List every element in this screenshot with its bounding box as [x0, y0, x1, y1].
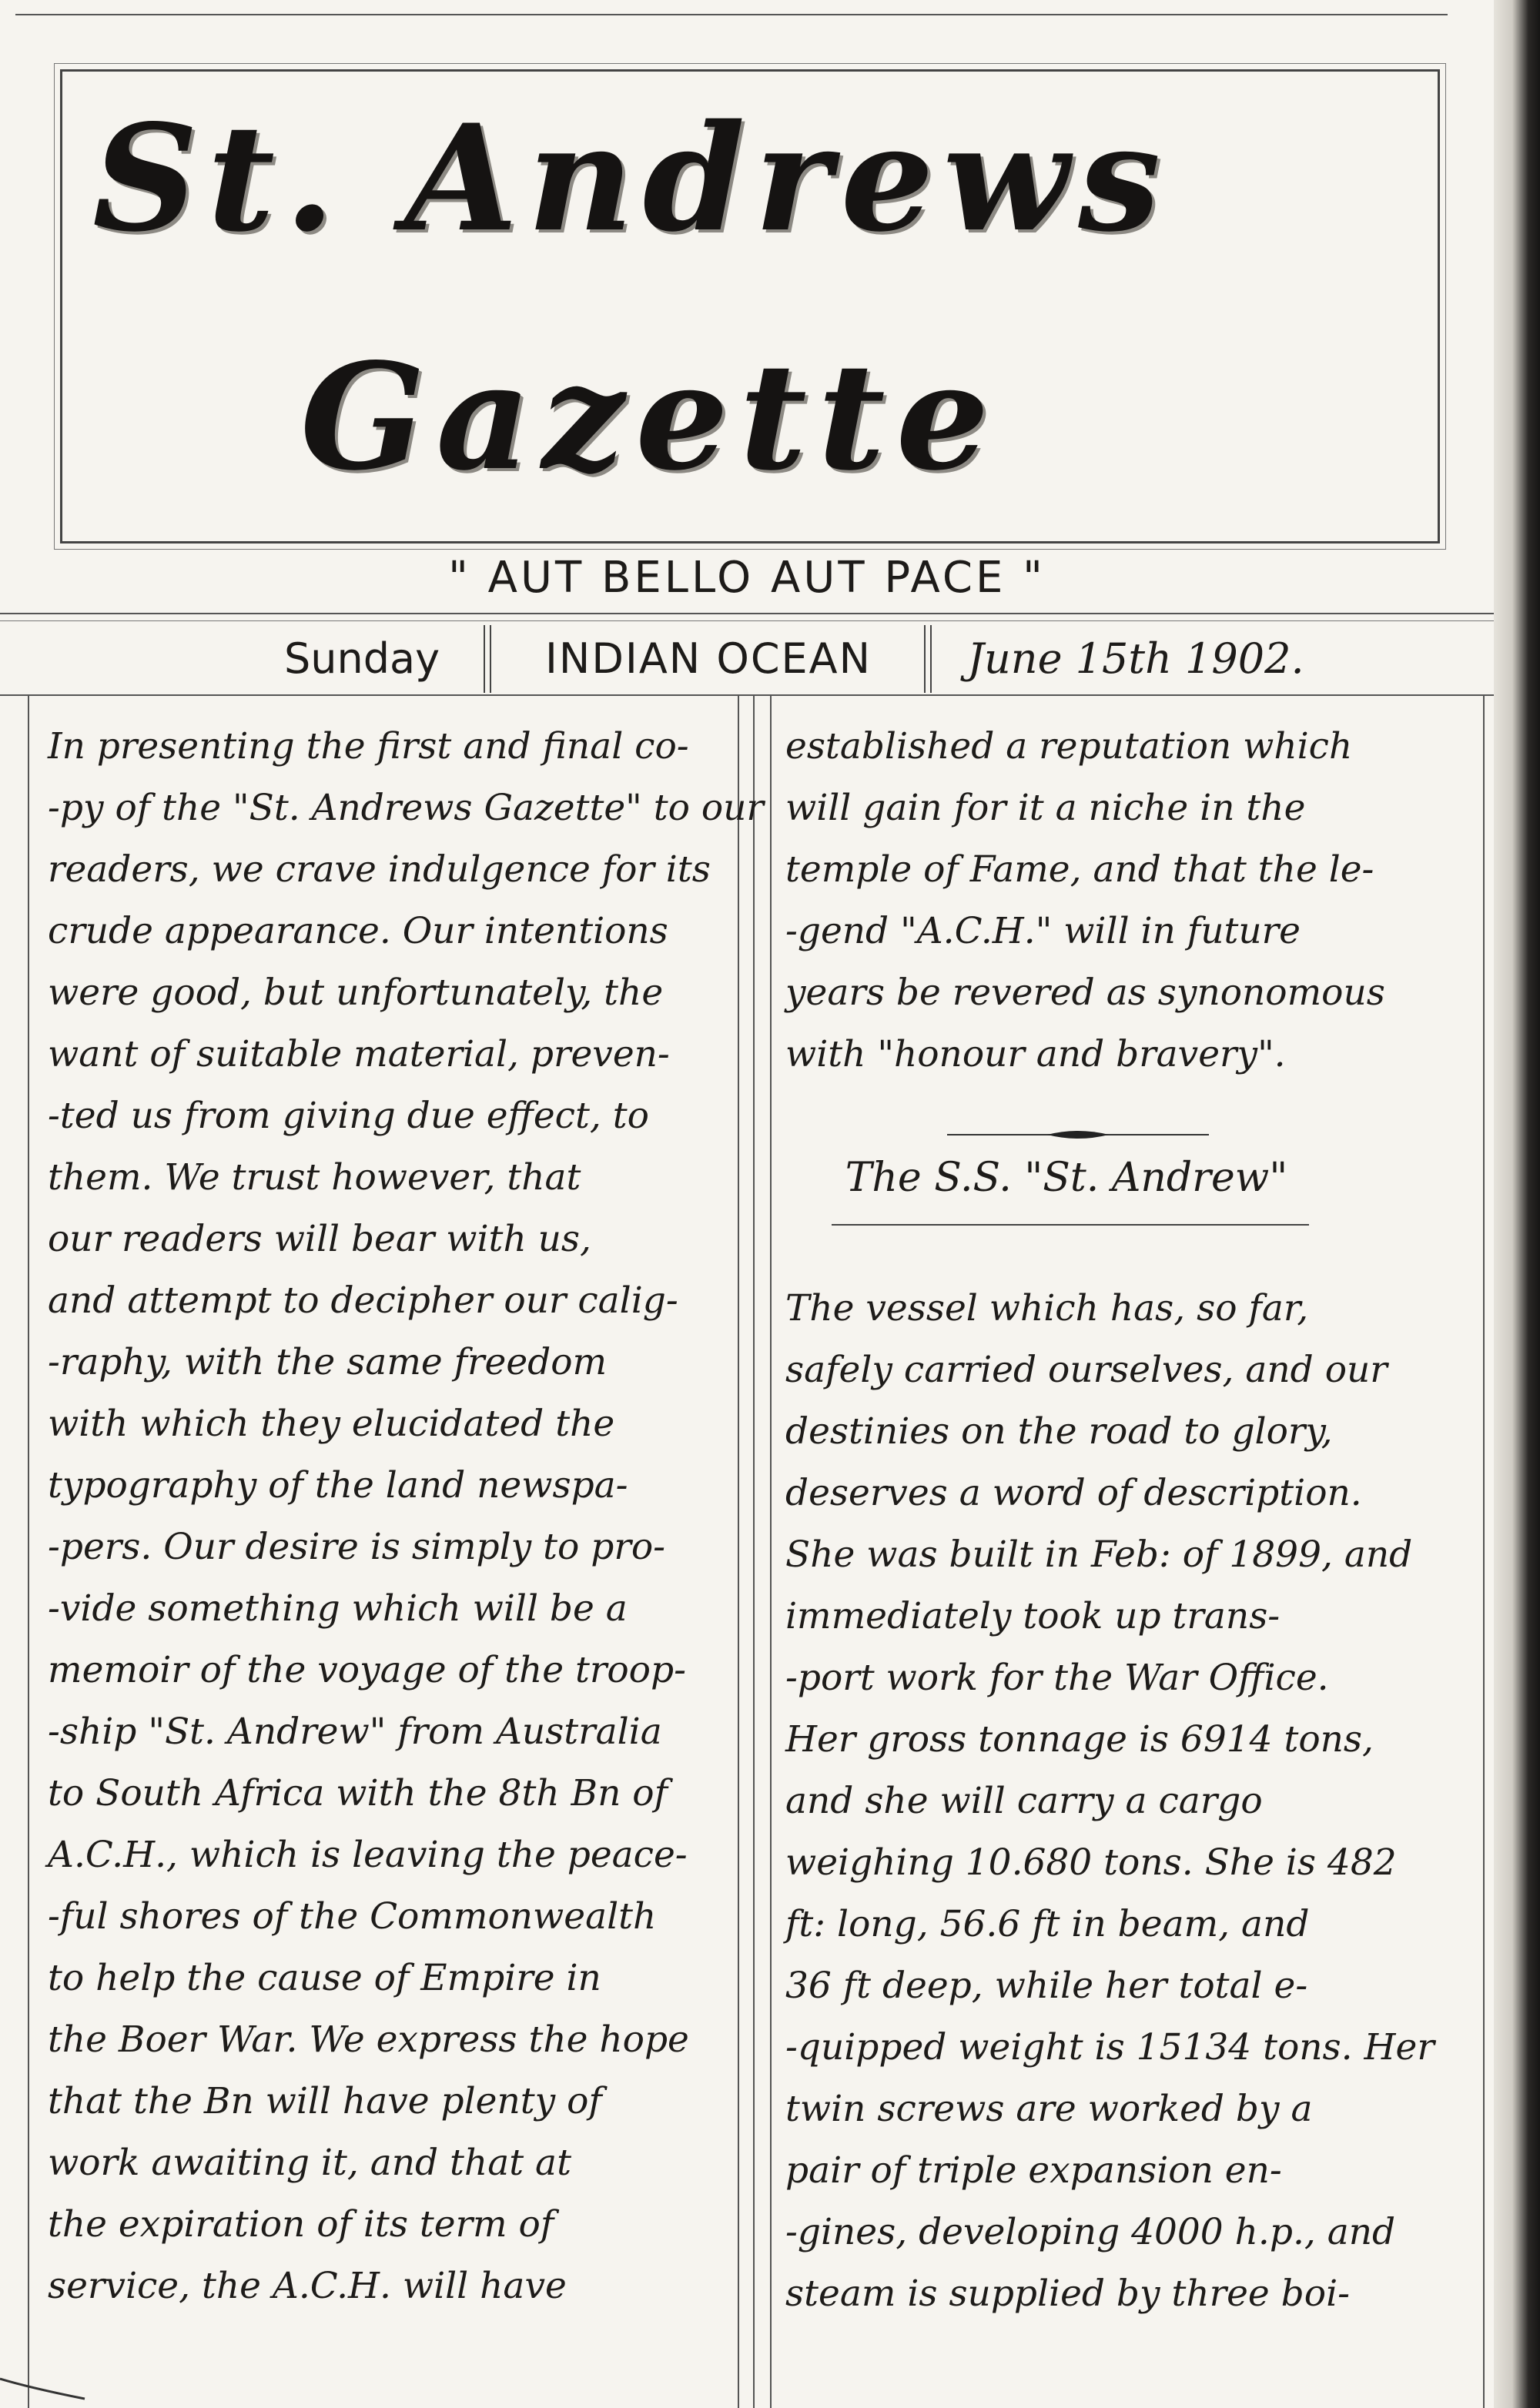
text-line: deserves a word of description.: [785, 1472, 1362, 1514]
dateline-separator: [924, 625, 932, 693]
column-divider: [738, 696, 739, 2408]
text-line: them. We trust however, that: [48, 1156, 581, 1199]
ship-description-article: [785, 1278, 1478, 2325]
page-edge-shadow: [1494, 0, 1540, 2408]
top-border-line: [15, 14, 1448, 15]
text-line: -pers. Our desire is simply to pro-: [48, 1526, 666, 1568]
text-line: -gend "A.C.H." will in future: [785, 910, 1301, 952]
masthead-title-line1: St. Andrews: [92, 92, 1170, 264]
dateline-top-rule-thin: [0, 620, 1494, 621]
right-column-continuation: [785, 716, 1478, 1085]
text-line: immediately took up trans-: [785, 1595, 1281, 1637]
text-line: -quipped weight is 15134 tons. Her: [785, 2026, 1435, 2069]
text-line: pair of triple expansion en-: [785, 2149, 1282, 2192]
text-line: will gain for it a niche in the: [785, 787, 1306, 829]
motto: " AUT BELLO AUT PACE ": [448, 553, 1046, 603]
text-line: weighing 10.680 tons. She is 482: [785, 1841, 1397, 1884]
text-line: work awaiting it, and that at: [48, 2142, 571, 2184]
text-line: -port work for the War Office.: [785, 1657, 1329, 1699]
left-column-article: [48, 716, 764, 2317]
text-line: were good, but unfortunately, the: [48, 972, 664, 1014]
text-line: and she will carry a cargo: [785, 1780, 1263, 1822]
text-line: to South Africa with the 8th Bn of: [48, 1772, 668, 1814]
text-line: The vessel which has, so far,: [785, 1287, 1309, 1329]
text-line: with which they elucidated the: [48, 1403, 615, 1445]
text-line: -gines, developing 4000 h.p., and: [785, 2211, 1396, 2253]
text-line: readers, we crave indulgence for its: [48, 848, 711, 891]
text-line: -raphy, with the same freedom: [48, 1341, 608, 1383]
text-line: that the Bn will have plenty of: [48, 2080, 602, 2122]
text-line: temple of Fame, and that the le-: [785, 848, 1374, 891]
text-line: with "honour and bravery".: [785, 1033, 1286, 1075]
section-heading: The S.S. "St. Andrew": [845, 1155, 1288, 1201]
text-line: typography of the land newspa-: [48, 1464, 628, 1507]
text-line: twin screws are worked by a: [785, 2088, 1313, 2130]
text-line: -ship "St. Andrew" from Australia: [48, 1711, 662, 1753]
text-line: service, the A.C.H. will have: [48, 2265, 567, 2307]
text-line: ft: long, 56.6 ft in beam, and: [785, 1903, 1310, 1945]
text-line: established a reputation which: [785, 725, 1353, 768]
dateline-bottom-rule: [0, 694, 1494, 696]
corner-ink-mark: [0, 2371, 92, 2402]
text-line: the expiration of its term of: [48, 2203, 554, 2246]
text-line: destinies on the road to glory,: [785, 1410, 1333, 1453]
text-line: -vide something which will be a: [48, 1587, 628, 1630]
section-heading-underline: [832, 1224, 1309, 1226]
text-line: crude appearance. Our intentions: [48, 910, 668, 952]
dateline-top-rule: [0, 613, 1494, 614]
text-line: to help the cause of Empire in: [48, 1957, 601, 1999]
ornamental-divider: [947, 1129, 1209, 1141]
dateline-separator: [484, 625, 491, 693]
text-line: safely carried ourselves, and our: [785, 1349, 1388, 1391]
text-line: 36 ft deep, while her total e-: [785, 1965, 1308, 2007]
text-line: our readers will bear with us,: [48, 1218, 591, 1260]
text-line: In presenting the first and final co-: [48, 725, 689, 768]
text-line: years be revered as synonomous: [785, 972, 1385, 1014]
column-divider: [770, 696, 772, 2408]
left-margin-rule: [28, 696, 29, 2408]
text-line: steam is supplied by three boi-: [785, 2273, 1350, 2315]
text-line: Her gross tonnage is 6914 tons,: [785, 1718, 1374, 1761]
text-line: memoir of the voyage of the troop-: [48, 1649, 686, 1691]
dateline-place: INDIAN OCEAN: [545, 634, 872, 683]
text-line: -py of the "St. Andrews Gazette" to our: [48, 787, 764, 829]
text-line: and attempt to decipher our calig-: [48, 1279, 678, 1322]
text-line: -ted us from giving due effect, to: [48, 1095, 649, 1137]
dateline: [0, 625, 1494, 694]
column-divider: [753, 696, 755, 2408]
text-line: want of suitable material, preven-: [48, 1033, 670, 1075]
dateline-date: June 15th 1902.: [967, 634, 1304, 683]
text-line: She was built in Feb: of 1899, and: [785, 1533, 1413, 1576]
right-margin-rule: [1483, 696, 1485, 2408]
dateline-day: Sunday: [283, 634, 440, 683]
text-line: A.C.H., which is leaving the peace-: [48, 1834, 688, 1876]
text-line: -ful shores of the Commonwealth: [48, 1895, 657, 1938]
text-line: the Boer War. We express the hope: [48, 2018, 689, 2061]
masthead-title-line2: Gazette: [300, 331, 1000, 503]
